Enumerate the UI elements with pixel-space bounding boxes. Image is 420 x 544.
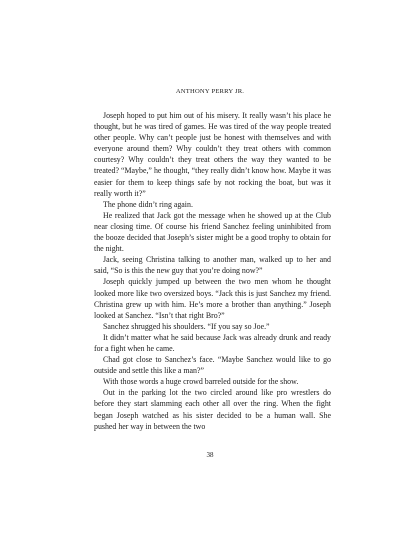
paragraph: It didn’t matter what he said because Jack was already drunk and ready for a fight when he came. bbox=[94, 332, 331, 353]
body-text bbox=[94, 110, 331, 432]
paragraph: With those words a huge crowd barreled outside for the show. bbox=[103, 377, 299, 387]
paragraph: Out in the parking lot the two circled around like pro wrestlers do before they start slamming each other all over the ring. When the fight began Joseph watched as his sister decided to be a human wall. She pushed her way in between the two bbox=[94, 388, 331, 431]
paragraph: He realized that Jack got the message when he showed up at the Club near closing time. Of course his friend Sanchez feeling uninhibited from the booze decided that Joseph’s sister might be a good trophy to obtain for the night. bbox=[94, 210, 331, 254]
paragraph: The phone didn’t ring again. bbox=[103, 199, 193, 209]
paragraph: Joseph hoped to put him out of his misery. It really wasn’t his place he thought, but he was tired of games. He was tired of the way people treated other people. Why can’t people just be honest with themselves and with everyone around them? Why couldn’t they treat others with common courtesy? Why couldn’t they treat others the way they wanted to be treated? “Maybe,” he thought, “they really didn’t know how. Maybe it was easier for them to keep things safe by not rocking the boat, but was it really worth it?” bbox=[94, 111, 331, 198]
page-number: 38 bbox=[206, 451, 214, 459]
paragraph: Jack, seeing Christina talking to another man, walked up to her and said, “So is this the new guy that you’re doing now?” bbox=[94, 255, 331, 276]
running-head: ANTHONY PERRY JR. bbox=[175, 88, 245, 95]
paragraph: Chad got close to Sanchez’s face. “Maybe Sanchez would like to go outside and settle this like a man?” bbox=[94, 355, 331, 376]
paragraph: Joseph quickly jumped up between the two men whom he thought looked more like two oversized boys. “Jack this is just Sanchez my friend. Christina grew up with him. He’s more a brother than anything.” Joseph looked at Sanchez. “Isn’t that right Bro?” bbox=[94, 277, 331, 320]
paragraph: Sanchez shrugged his shoulders. “If you say so Joe.” bbox=[103, 321, 270, 331]
